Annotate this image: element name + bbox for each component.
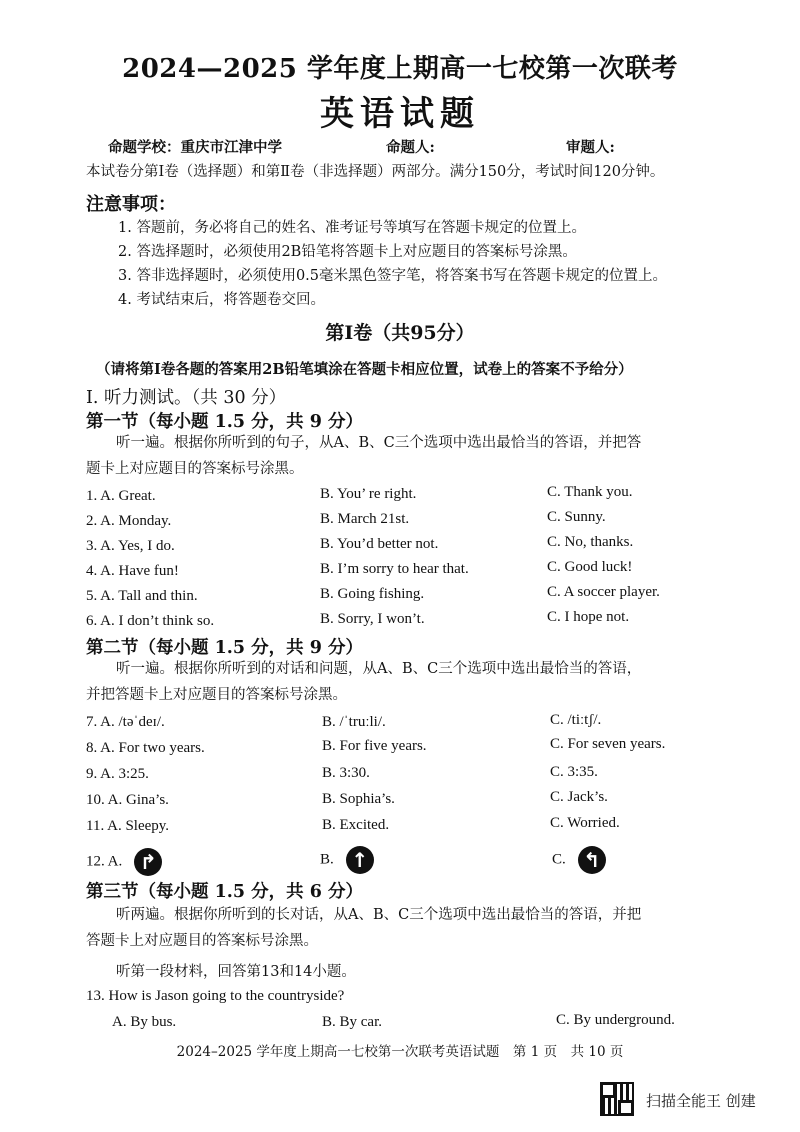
q9-option-c: C. 3:35.	[550, 764, 598, 780]
q7-option-c: C. /tiːtʃ/.	[550, 712, 602, 728]
no-right-turn-sign-icon: ↱	[134, 848, 162, 876]
q8-option-c: C. For seven years.	[550, 736, 666, 752]
section1-directions	[86, 430, 726, 482]
q10-option-a: 10. A. Gina’s.	[86, 792, 169, 808]
q5-option-c: C. A soccer player.	[547, 584, 660, 600]
q6-option-a: 6. A. I don’t think so.	[86, 613, 215, 629]
q3-option-c: C. No, thanks.	[547, 534, 634, 550]
q9-option-a: 9. A. 3:25.	[86, 766, 149, 782]
subject-title: 英语试题	[320, 94, 480, 134]
q13-option-c: C. By underground.	[556, 1012, 675, 1028]
page-footer: 2024–2025 学年度上期高一七校第一次联考英语试题 第 1 页 共 10 页	[176, 1044, 624, 1060]
q11-option-b: B. Excited.	[322, 817, 390, 833]
q12-a-label: 12. A.	[86, 853, 123, 870]
q4-option-b: B. I’m sorry to hear that.	[320, 561, 469, 577]
q7-option-a: 7. A. /təˈdeɪ/.	[86, 714, 165, 730]
q8-option-a: 8. A. For two years.	[86, 740, 205, 756]
q9-option-b: B. 3:30.	[322, 765, 370, 781]
q12-option-b	[320, 846, 374, 874]
q12-option-a	[86, 848, 162, 876]
q1-option-a: 1. A. Great.	[86, 488, 156, 504]
q2-option-b: B. March 21st.	[320, 511, 410, 527]
section3-directions	[86, 902, 726, 954]
scanner-watermark: 扫描全能王 创建	[646, 1092, 756, 1110]
part1-instruction: （请将第Ⅰ卷各题的答案用2B铅笔填涂在答题卡相应位置，试卷上的答案不予给分）	[96, 361, 633, 378]
q2-option-c: C. Sunny.	[547, 509, 606, 525]
section1-title: 第一节（每小题 1.5 分，共 9 分）	[86, 412, 363, 432]
author-label: 命题人:	[386, 139, 435, 156]
part1-title: 第Ⅰ卷（共95分）	[325, 322, 475, 344]
section3-directions-line2: 答题卡上对应题目的答案标号涂黑。	[86, 933, 318, 949]
straight-ahead-sign-icon: ↑	[346, 846, 374, 874]
q13-option-b: B. By car.	[322, 1014, 382, 1030]
q11-option-c: C. Worried.	[550, 815, 620, 831]
q10-option-c: C. Jack’s.	[550, 789, 608, 805]
q8-option-b: B. For five years.	[322, 738, 427, 754]
section1-directions-line2: 题卡上对应题目的答案标号涂黑。	[86, 461, 304, 477]
section3-title: 第三节（每小题 1.5 分，共 6 分）	[86, 882, 363, 902]
q2-option-a: 2. A. Monday.	[86, 513, 172, 529]
section2-directions-line1: 听一遍。根据你所听到的对话和问题，从A、B、C三个选项中选出最恰当的答语，	[116, 661, 642, 677]
q10-option-b: B. Sophia’s.	[322, 791, 395, 807]
note-item: 2. 答选择题时，必须使用2B铅笔将答题卡上对应题目的答案标号涂黑。	[118, 244, 577, 260]
q7-option-b: B. /ˈtruːli/.	[322, 714, 386, 730]
q12-c-label: C.	[552, 851, 566, 868]
reviewer-label: 审题人:	[566, 139, 615, 156]
q4-option-c: C. Good luck!	[547, 559, 633, 575]
q3-option-b: B. You’d better not.	[320, 536, 439, 552]
school-label: 命题学校：重庆市江津中学	[108, 139, 282, 156]
q12-option-c	[552, 846, 606, 874]
q11-option-a: 11. A. Sleepy.	[86, 818, 170, 834]
left-turn-sign-icon: ↰	[578, 846, 606, 874]
notes-heading: 注意事项：	[86, 194, 176, 215]
listening-title: I. 听力测试。（共 30 分）	[86, 388, 287, 408]
q13-option-a: A. By bus.	[112, 1014, 177, 1030]
note-item: 3. 答非选择题时，必须使用0.5毫米黑色签字笔，将答案书写在答题卡规定的位置上。	[118, 268, 668, 284]
section2-title: 第二节（每小题 1.5 分，共 9 分）	[86, 638, 363, 658]
exam-intro: 本试卷分第Ⅰ卷（选择题）和第Ⅱ卷（非选择题）两部分。满分150分，考试时间120分钟。	[86, 164, 665, 180]
q6-option-b: B. Sorry, I won’t.	[320, 611, 425, 627]
q3-option-a: 3. A. Yes, I do.	[86, 538, 175, 554]
q13-question: 13. How is Jason going to the countryside?	[86, 988, 345, 1004]
section1-directions-line1: 听一遍。根据你所听到的句子，从A、B、C三个选项中选出最恰当的答语，并把答	[116, 435, 642, 451]
q1-option-c: C. Thank you.	[547, 484, 633, 500]
q5-option-b: B. Going fishing.	[320, 586, 425, 602]
q6-option-c: C. I hope not.	[547, 609, 630, 625]
q5-option-a: 5. A. Tall and thin.	[86, 588, 198, 604]
note-item: 4. 考试结束后，将答题卷交回。	[118, 292, 325, 308]
note-item: 1. 答题前，务必将自己的姓名、准考证号等填写在答题卡规定的位置上。	[118, 220, 586, 236]
section2-directions-line2: 并把答题卡上对应题目的答案标号涂黑。	[86, 687, 347, 703]
section3-directions-line1: 听两遍。根据你所听到的长对话，从A、B、C三个选项中选出最恰当的答语，并把	[116, 907, 642, 923]
qr-code-icon	[600, 1082, 634, 1116]
q4-option-a: 4. A. Have fun!	[86, 563, 179, 579]
section3-material: 听第一段材料，回答第13和14小题。	[116, 964, 356, 980]
q1-option-b: B. You’ re right.	[320, 486, 417, 502]
exam-title: 2024—2025 学年度上期高一七校第一次联考	[122, 54, 678, 84]
q12-b-label: B.	[320, 851, 334, 868]
section2-directions	[86, 656, 726, 708]
